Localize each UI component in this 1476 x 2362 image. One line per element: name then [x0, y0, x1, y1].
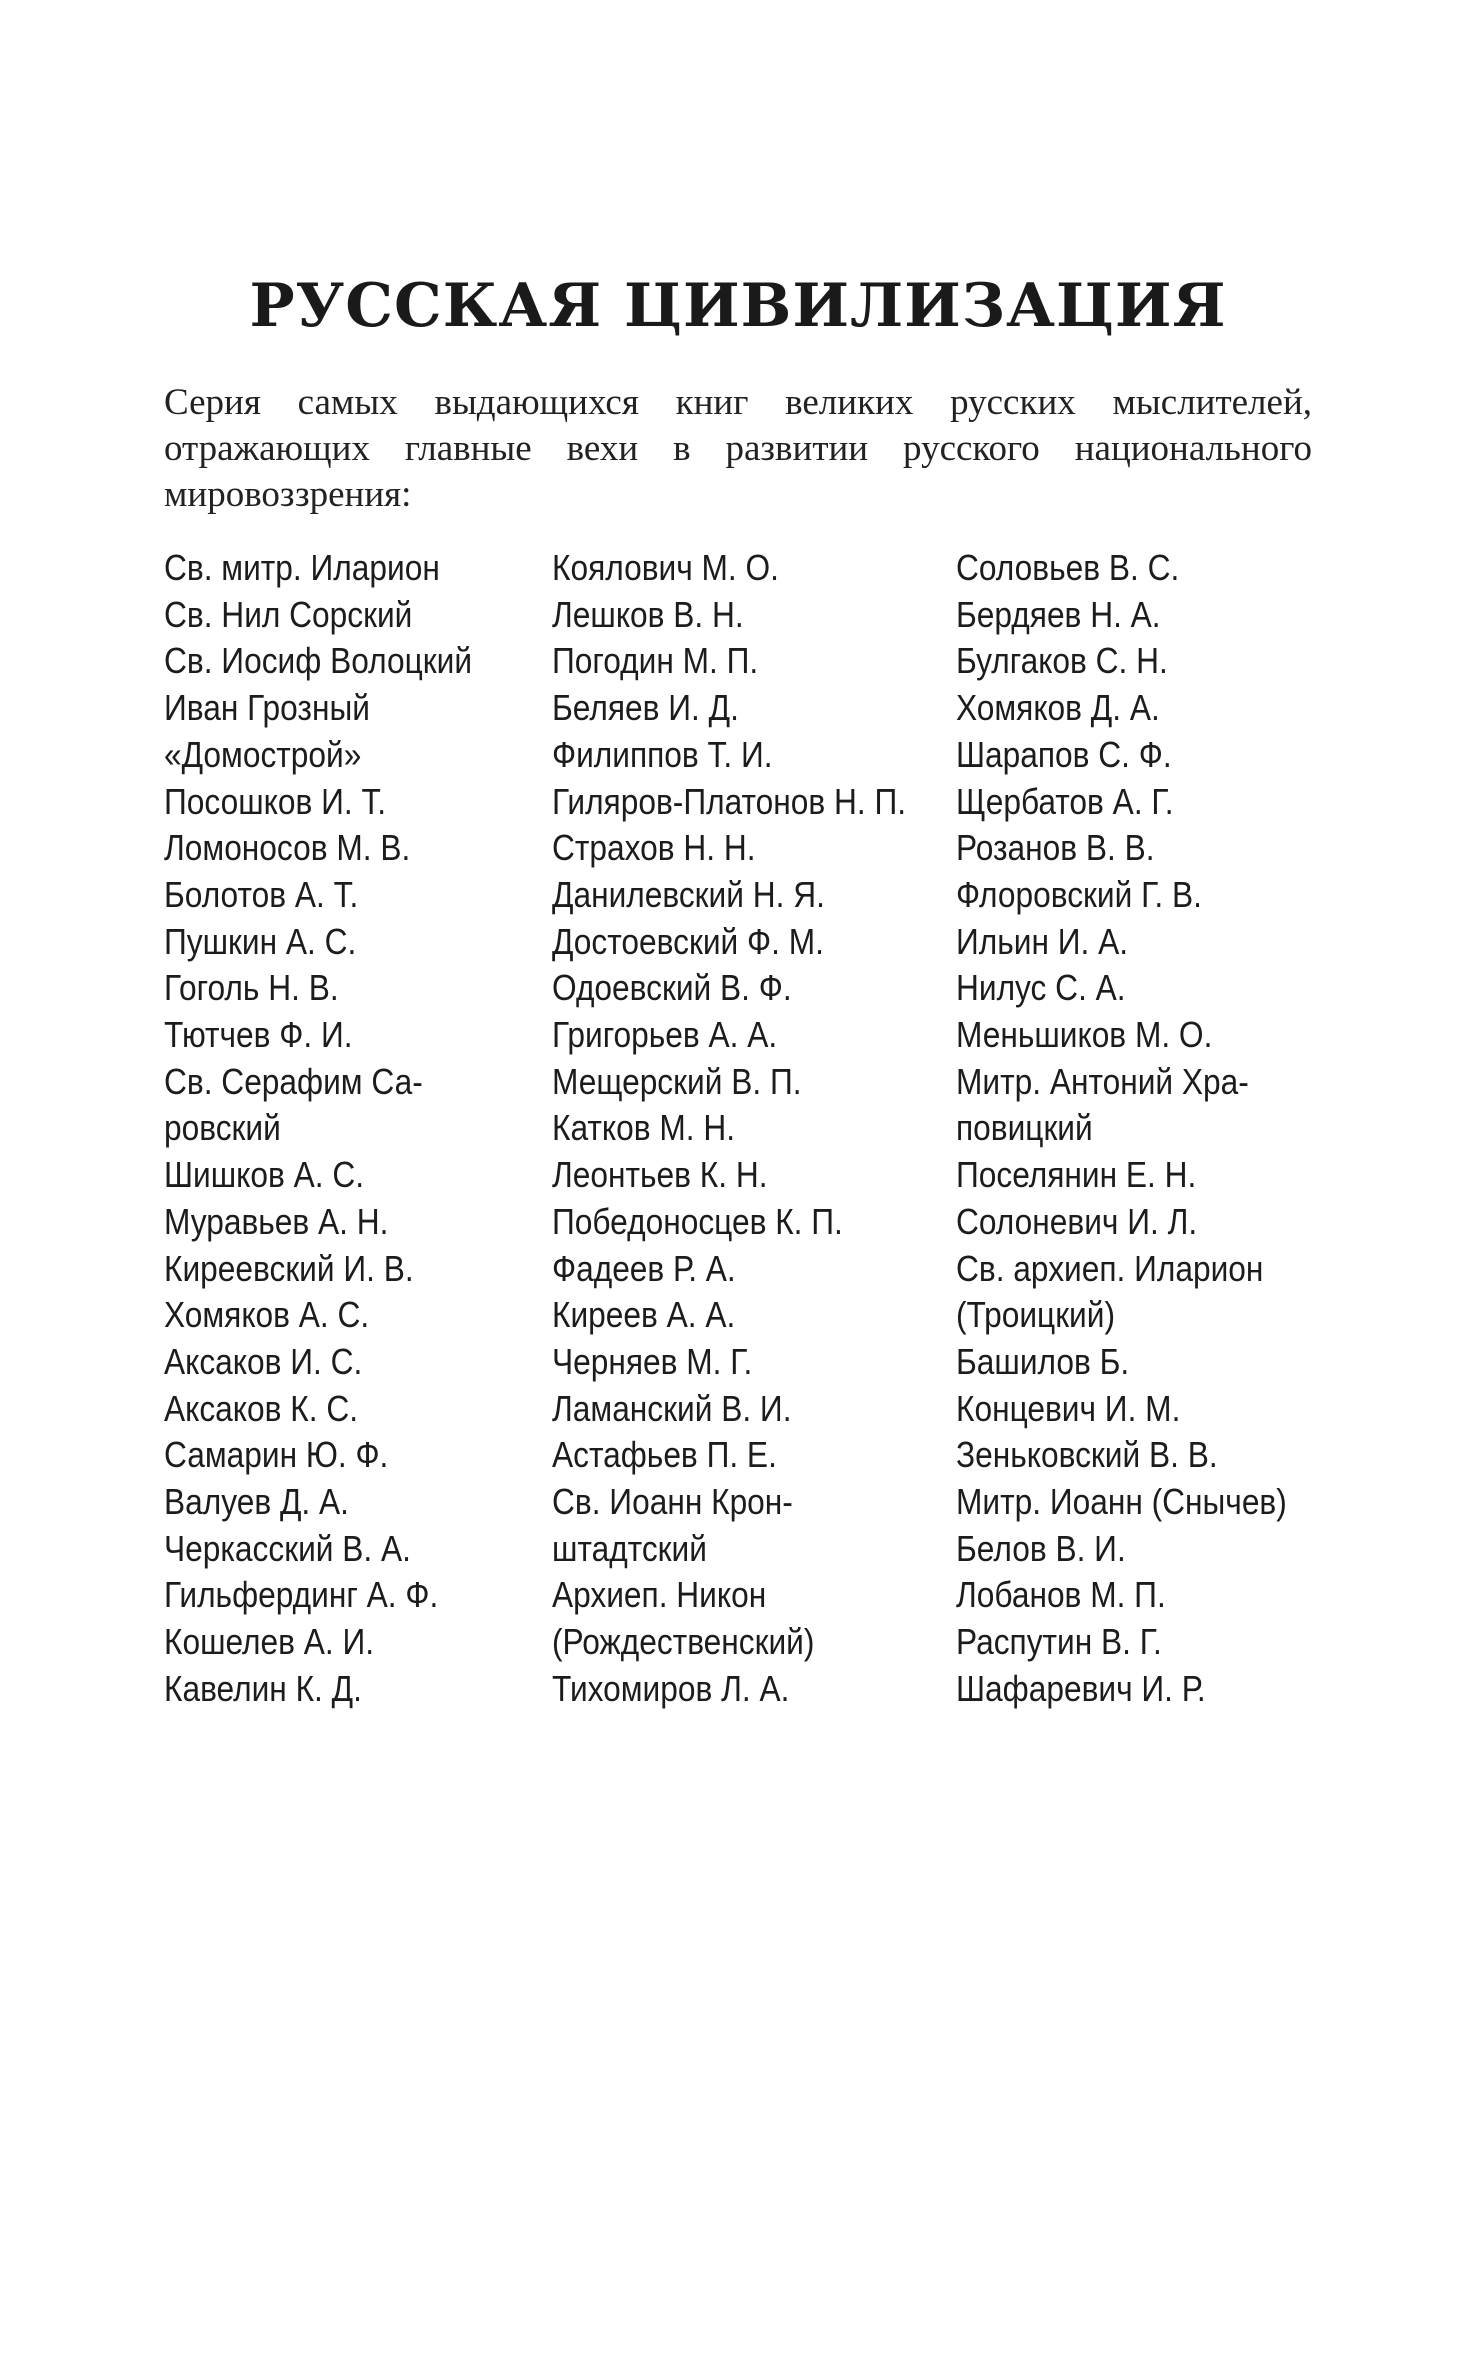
author-entry: Поселянин Е. Н.: [956, 1154, 1197, 1196]
author-entry: Коялович М. О.: [552, 547, 779, 588]
author-entry: Гиляров-Платонов Н. П.: [552, 780, 907, 822]
author-entry: (Троицкий): [956, 1294, 1116, 1336]
author-entry: Щербатов А. Г.: [956, 780, 1174, 822]
author-entry: Архиеп. Никон: [552, 1574, 767, 1616]
author-entry: повицкий: [956, 1107, 1093, 1149]
author-entry: Соловьев В. С.: [956, 547, 1180, 588]
author-entry: Астафьев П. Е.: [552, 1434, 777, 1476]
author-entry: Меньшиков М. О.: [956, 1014, 1213, 1056]
author-entry: Булгаков С. Н.: [956, 640, 1168, 682]
author-list: [0, 545, 1476, 1725]
author-entry: Филиппов Т. И.: [552, 733, 773, 775]
author-entry: Розанов В. В.: [956, 827, 1155, 869]
author-entry: Св. Нил Сорский: [164, 593, 413, 635]
author-entry: Аксаков К. С.: [164, 1387, 359, 1429]
author-entry: Башилов Б.: [956, 1340, 1130, 1382]
author-entry: Пушкин А. С.: [164, 920, 357, 962]
author-entry: Лобанов М. П.: [956, 1574, 1166, 1616]
author-entry: Распутин В. Г.: [956, 1621, 1162, 1663]
author-entry: Зеньковский В. В.: [956, 1434, 1218, 1476]
series-title: РУССКАЯ ЦИВИЛИЗАЦИЯ: [249, 271, 1227, 341]
author-entry: Бердяев Н. А.: [956, 593, 1161, 635]
author-entry: Победоносцев К. П.: [552, 1200, 843, 1242]
author-entry: Тихомиров Л. А.: [552, 1667, 790, 1709]
author-entry: Валуев Д. А.: [164, 1481, 349, 1523]
author-entry: Черняев М. Г.: [552, 1340, 753, 1382]
author-entry: Достоевский Ф. М.: [552, 920, 824, 962]
author-entry: Белов В. И.: [956, 1527, 1126, 1569]
author-entry: Св. Иоанн Крон-: [552, 1481, 793, 1523]
author-entry: Митр. Иоанн (Снычев): [956, 1481, 1287, 1523]
author-entry: Киреев А. А.: [552, 1294, 736, 1336]
author-column-3: [956, 545, 1332, 1713]
author-entry: Шарапов С. Ф.: [956, 733, 1172, 775]
author-entry: Св. Иосиф Волоцкий: [164, 640, 473, 682]
author-column-2: [552, 545, 954, 1713]
author-entry: Мещерский В. П.: [552, 1060, 802, 1102]
author-entry: Леонтьев К. Н.: [552, 1154, 768, 1196]
author-entry: Гоголь Н. В.: [164, 967, 339, 1009]
author-entry: Кошелев А. И.: [164, 1621, 375, 1663]
author-entry: ровский: [164, 1107, 281, 1149]
author-entry: Флоровский Г. В.: [956, 873, 1202, 915]
author-entry: Ильин И. А.: [956, 920, 1129, 962]
author-entry: Черкасский В. А.: [164, 1527, 411, 1569]
author-entry: Гильфердинг А. Ф.: [164, 1574, 439, 1616]
author-entry: Фадеев Р. А.: [552, 1247, 736, 1289]
author-entry: Болотов А. Т.: [164, 873, 359, 915]
author-entry: Солоневич И. Л.: [956, 1200, 1198, 1242]
author-entry: Ламанский В. И.: [552, 1387, 792, 1429]
author-entry: Аксаков И. С.: [164, 1340, 363, 1382]
series-description: Серия самых выдающихся книг великих русских мыслителей, отражающих главные вехи в развитии русского национального мировоззрения:: [164, 382, 1312, 515]
author-entry: Данилевский Н. Я.: [552, 873, 825, 915]
author-entry: Беляев И. Д.: [552, 687, 739, 729]
author-entry: Концевич И. М.: [956, 1387, 1181, 1429]
author-entry: Св. архиеп. Иларион: [956, 1247, 1264, 1289]
author-entry: (Рождественский): [552, 1621, 815, 1663]
author-entry: Страхов Н. Н.: [552, 827, 756, 869]
author-entry: Лешков В. Н.: [552, 593, 744, 635]
author-entry: Самарин Ю. Ф.: [164, 1434, 389, 1476]
author-entry: Хомяков Д. А.: [956, 687, 1160, 729]
author-entry: Кавелин К. Д.: [164, 1667, 362, 1709]
author-entry: Митр. Антоний Хра-: [956, 1060, 1249, 1102]
author-entry: Погодин М. П.: [552, 640, 759, 682]
author-entry: Тютчев Ф. И.: [164, 1014, 353, 1056]
author-entry: Шафаревич И. Р.: [956, 1667, 1206, 1709]
author-entry: Муравьев А. Н.: [164, 1200, 389, 1242]
author-entry: Хомяков А. С.: [164, 1294, 370, 1336]
author-entry: «Домострой»: [164, 733, 362, 775]
author-entry: Св. митр. Иларион: [164, 547, 440, 588]
author-entry: Ломоносов М. В.: [164, 827, 411, 869]
author-entry: Посошков И. Т.: [164, 780, 387, 822]
author-entry: Одоевский В. Ф.: [552, 967, 792, 1009]
author-entry: Киреевский И. В.: [164, 1247, 414, 1289]
author-entry: Шишков А. С.: [164, 1154, 365, 1196]
author-entry: Нилус С. А.: [956, 967, 1126, 1009]
author-entry: штадтский: [552, 1527, 707, 1569]
author-entry: Григорьев А. А.: [552, 1014, 778, 1056]
author-entry: Св. Серафим Са-: [164, 1060, 423, 1102]
author-column-1: [164, 545, 514, 1713]
author-entry: Иван Грозный: [164, 687, 370, 729]
author-entry: Катков М. Н.: [552, 1107, 736, 1149]
